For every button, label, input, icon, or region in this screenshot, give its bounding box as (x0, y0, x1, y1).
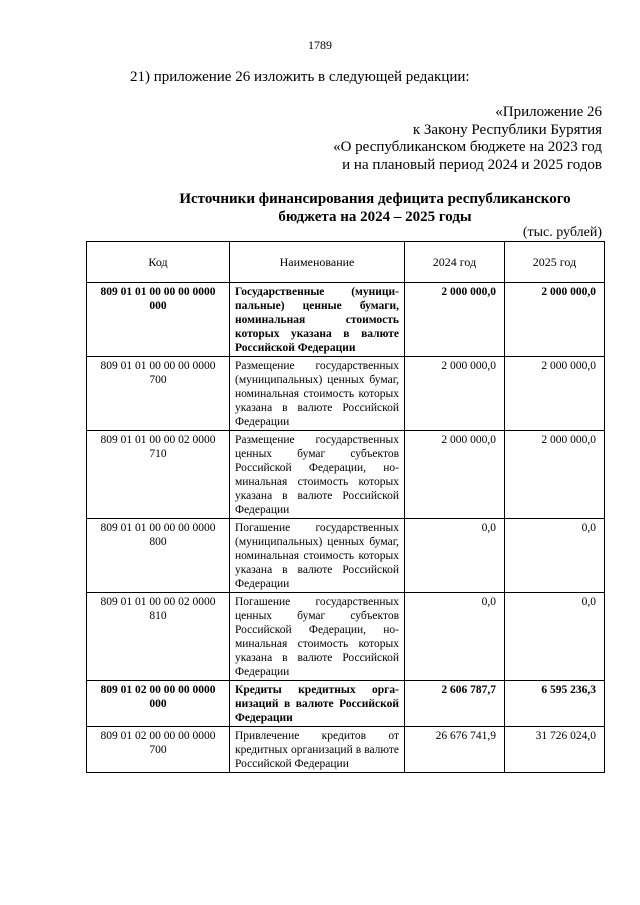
appendix-header (333, 104, 602, 174)
value-2025-cell: 0,0 (505, 593, 605, 681)
code-cell: 809 01 01 00 00 00 0000 700 (87, 357, 230, 431)
units-label: (тыс. рублей) (522, 225, 602, 240)
page-number: 1789 (308, 38, 332, 52)
code-cell: 809 01 02 00 00 00 0000 700 (87, 727, 230, 773)
name-cell: Погашение государственных ценных бумаг субъектов Российской Федерации, номинальная стоимость которых указана в валюте Российской Федерации (230, 593, 405, 681)
table-row (87, 727, 605, 773)
table-row (87, 681, 605, 727)
code-cell: 809 01 01 00 00 00 0000 000 (87, 283, 230, 357)
table-row (87, 593, 605, 681)
table-row (87, 357, 605, 431)
value-2024-cell: 2 000 000,0 (405, 283, 505, 357)
value-2024-cell: 0,0 (405, 519, 505, 593)
title-line: бюджета на 2024 – 2025 годы (278, 209, 472, 225)
name-cell: Государственные (муниципальные) ценные бумаги, номинальная стоимость которых указана в валюте Российской Федерации (230, 283, 405, 357)
name-cell: Размещение государственных (муниципальных) ценных бумаг, номинальная стоимость которых указана в валюте Российской Федерации (230, 357, 405, 431)
table-row (87, 283, 605, 357)
name-cell: Кредиты кредитных организаций в валюте Российской Федерации (230, 681, 405, 727)
code-cell: 809 01 02 00 00 00 0000 000 (87, 681, 230, 727)
code-cell: 809 01 01 00 00 00 0000 800 (87, 519, 230, 593)
appendix-line: и на плановый период 2024 и 2025 годов (342, 156, 602, 173)
title-line: Источники финансирования дефицита республиканского (179, 191, 571, 207)
appendix-line: «О республиканском бюджете на 2023 год (333, 139, 602, 155)
value-2025-cell: 2 000 000,0 (505, 283, 605, 357)
value-2025-cell: 2 000 000,0 (505, 431, 605, 519)
appendix-line: «Приложение 26 (495, 104, 602, 120)
table-row (87, 431, 605, 519)
table-row (87, 519, 605, 593)
value-2024-cell: 0,0 (405, 593, 505, 681)
header-code: Код (87, 242, 230, 283)
value-2025-cell: 2 000 000,0 (505, 357, 605, 431)
document-title (150, 190, 600, 226)
name-cell: Погашение государственных (муниципальных) ценных бумаг, номинальная стоимость которых указана в валюте Российской Федерации (230, 519, 405, 593)
name-cell: Размещение государственных ценных бумаг субъектов Российской Федерации, номинальная стоимость которых указана в валюте Российской Федерации (230, 431, 405, 519)
code-cell: 809 01 01 00 00 02 0000 810 (87, 593, 230, 681)
header-2024: 2024 год (405, 242, 505, 283)
value-2024-cell: 26 676 741,9 (405, 727, 505, 773)
header-2025: 2025 год (505, 242, 605, 283)
value-2025-cell: 0,0 (505, 519, 605, 593)
amendment-intro: 21) приложение 26 изложить в следующей редакции: (130, 69, 470, 85)
value-2024-cell: 2 000 000,0 (405, 431, 505, 519)
financing-sources-table (86, 241, 605, 773)
name-cell: Привлечение кредитов от кредитных организаций в валюте Российской Федерации (230, 727, 405, 773)
value-2025-cell: 6 595 236,3 (505, 681, 605, 727)
table-header-row (87, 242, 605, 283)
appendix-line: к Закону Республики Бурятия (412, 121, 602, 138)
value-2024-cell: 2 606 787,7 (405, 681, 505, 727)
value-2024-cell: 2 000 000,0 (405, 357, 505, 431)
header-name: Наименование (230, 242, 405, 283)
value-2025-cell: 31 726 024,0 (505, 727, 605, 773)
code-cell: 809 01 01 00 00 02 0000 710 (87, 431, 230, 519)
